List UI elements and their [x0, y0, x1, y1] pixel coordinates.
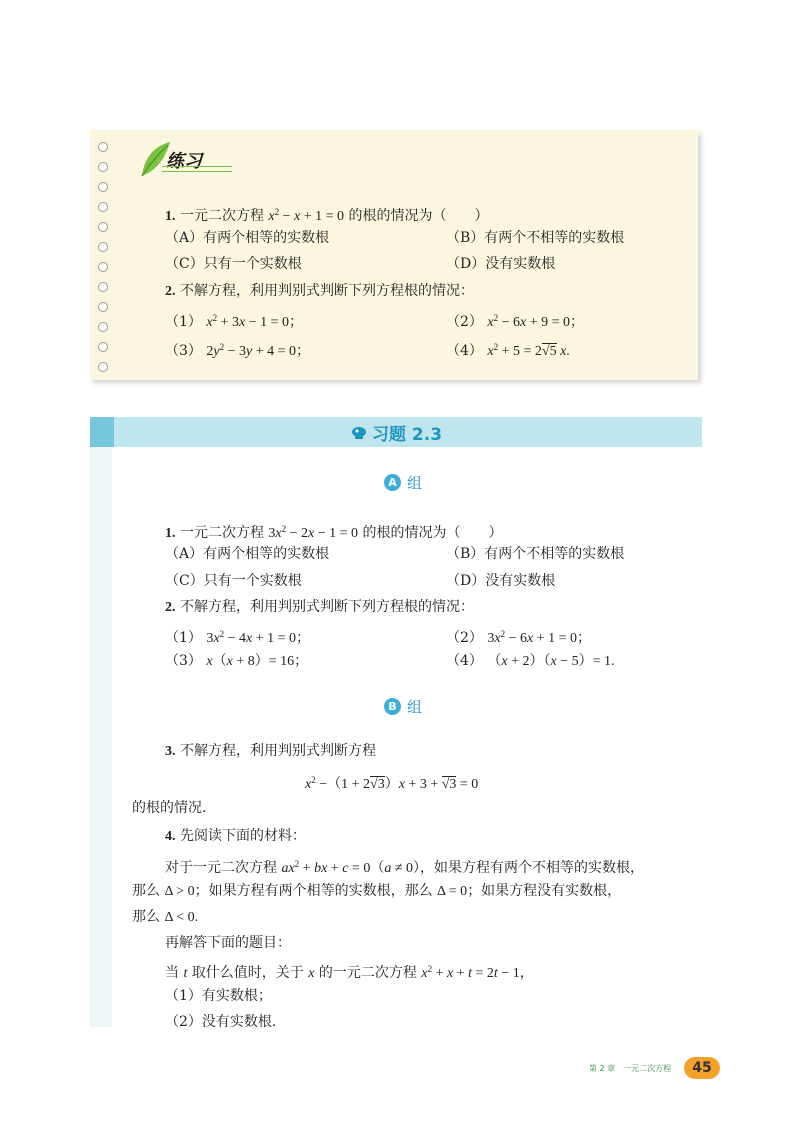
question-text: 一元二次方程: [179, 525, 264, 541]
item-label: （1）: [165, 630, 202, 646]
variable: x: [308, 966, 315, 981]
exercise-q1: [165, 520, 503, 543]
option-d: （D）没有实数根: [446, 573, 556, 589]
item-label: （3）: [165, 343, 202, 359]
section-title-text: 习题 2.3: [372, 425, 443, 445]
equation: $3x^2 - 4x + 1 = 0$；: [206, 629, 311, 646]
paragraph-line: 再解答下面的题目：: [165, 935, 291, 951]
text: ；如果方程没有实数根，: [467, 883, 622, 899]
sub-item: [165, 652, 308, 671]
paragraph-line: [165, 855, 644, 878]
page-number: 45: [684, 1057, 720, 1079]
paragraph-line: [132, 882, 621, 901]
question-number: 4.: [165, 829, 176, 844]
question-number: 2.: [165, 284, 176, 299]
binder-ring: [98, 182, 108, 192]
sub-item: [446, 338, 570, 361]
equation: $3x^2 - 2x - 1 = 0$: [268, 524, 359, 541]
option-b: （B）有两个不相等的实数根: [446, 546, 625, 562]
practice-q1: [165, 203, 489, 226]
text: ，如果方程有两个不相等的实数根，: [420, 860, 645, 876]
equation: Δ = 0: [437, 884, 468, 899]
equation: $x^2 + 3x - 1 = 0$；: [206, 313, 304, 330]
text: 那么: [132, 909, 160, 925]
question-text: 的根的情况为（ ）: [362, 525, 503, 541]
equation: $2y^2 - 3y + 4 = 0$；: [206, 342, 311, 359]
practice-title: 练习: [166, 151, 202, 172]
equation: （x + 2）（x − 5）= 1.: [487, 654, 615, 669]
equation: $x^2 - 6x + 9 = 0$；: [487, 313, 585, 330]
equation: Δ > 0: [164, 884, 195, 899]
sub-item: （1）有实数根；: [165, 988, 272, 1004]
group-b-label: 组: [407, 698, 423, 716]
group-a-label: 组: [407, 474, 423, 492]
paragraph-line: [132, 908, 198, 927]
question-text: 的根的情况为（ ）: [348, 208, 489, 224]
option-a: （A）有两个相等的实数根: [165, 230, 330, 246]
practice-q2: [165, 282, 474, 301]
option-b: （B）有两个不相等的实数根: [446, 230, 625, 246]
sub-item: [165, 625, 310, 648]
section-title: [350, 420, 442, 445]
binder-ring: [98, 242, 108, 252]
question-text: 一元二次方程: [179, 208, 264, 224]
title-underline: [162, 166, 232, 172]
sub-item: [446, 652, 615, 671]
question-text: 的根的情况.: [132, 800, 207, 816]
binder-ring: [98, 162, 108, 172]
sub-item: [446, 625, 591, 648]
lamp-icon: [350, 425, 368, 441]
text: 当: [165, 965, 179, 981]
option-c: （C）只有一个实数根: [165, 573, 302, 589]
binder-ring: [98, 262, 108, 272]
text: 的一元二次方程: [318, 965, 417, 981]
equation: $x^2 + 5 = 2√5$ x.: [487, 342, 570, 359]
text: 那么: [132, 883, 160, 899]
option-a: （A）有两个相等的实数根: [165, 546, 330, 562]
group-b-badge: B: [384, 698, 401, 715]
section-band-block: [90, 417, 114, 447]
question-text: 不解方程，利用判别式判断下列方程根的情况：: [179, 283, 474, 299]
item-label: （4）: [446, 653, 483, 669]
exercise-q4: [165, 827, 306, 846]
question-number: 1.: [165, 526, 176, 541]
equation-centered: $x^2 -(1 + 2√3)x + 3 + √3 = 0$: [305, 775, 479, 792]
group-b-heading: [384, 696, 422, 717]
equation: Δ < 0.: [164, 910, 199, 925]
question-number: 1.: [165, 209, 176, 224]
variable: t: [183, 966, 188, 981]
binder-ring: [98, 142, 108, 152]
option-d: （D）没有实数根: [446, 256, 556, 272]
question-text: 不解方程，利用判别式判断方程: [179, 743, 376, 759]
group-a-badge: A: [384, 474, 401, 491]
sub-item: [165, 309, 303, 332]
sub-item: （2）没有实数根.: [165, 1014, 277, 1030]
question-number: 3.: [165, 744, 176, 759]
sub-item: [165, 338, 310, 361]
question-number: 2.: [165, 600, 176, 615]
equation: $x^2 - x + 1 = 0$: [268, 207, 345, 224]
item-label: （3）: [165, 653, 202, 669]
group-a-heading: [384, 472, 422, 493]
exercise-q2: [165, 598, 474, 617]
binder-ring: [98, 302, 108, 312]
binder-ring: [98, 202, 108, 212]
sub-item: [446, 309, 584, 332]
binder-ring: [98, 342, 108, 352]
chapter-footer: 第 2 章 一元二次方程: [589, 1064, 672, 1073]
text: 取什么值时，关于: [191, 965, 304, 981]
question-text: 不解方程，利用判别式判断下列方程根的情况：: [179, 599, 474, 615]
item-label: （2）: [446, 314, 483, 330]
text: ；如果方程有两个相等的实数根，那么: [194, 883, 433, 899]
text: 对于一元二次方程: [165, 860, 277, 876]
section-sidebar: [90, 417, 112, 1027]
item-label: （1）: [165, 314, 202, 330]
paragraph-line: [165, 960, 534, 983]
item-label: （2）: [446, 630, 483, 646]
binder-ring: [98, 362, 108, 372]
equation: $x^2 + x + t = 2t - 1$，: [421, 964, 534, 981]
binder-ring: [98, 222, 108, 232]
exercise-q3: [165, 742, 376, 761]
binder-ring: [98, 282, 108, 292]
item-label: （4）: [446, 343, 483, 359]
equation: x（x + 8）= 16；: [206, 654, 309, 669]
question-text: 先阅读下面的材料：: [179, 828, 306, 844]
binder-ring: [98, 322, 108, 332]
equation: $3x^2 - 6x + 1 = 0$；: [487, 629, 592, 646]
equation: $ax^2$ + bx + c = 0（a ≠ 0）: [281, 859, 421, 876]
option-c: （C）只有一个实数根: [165, 256, 302, 272]
